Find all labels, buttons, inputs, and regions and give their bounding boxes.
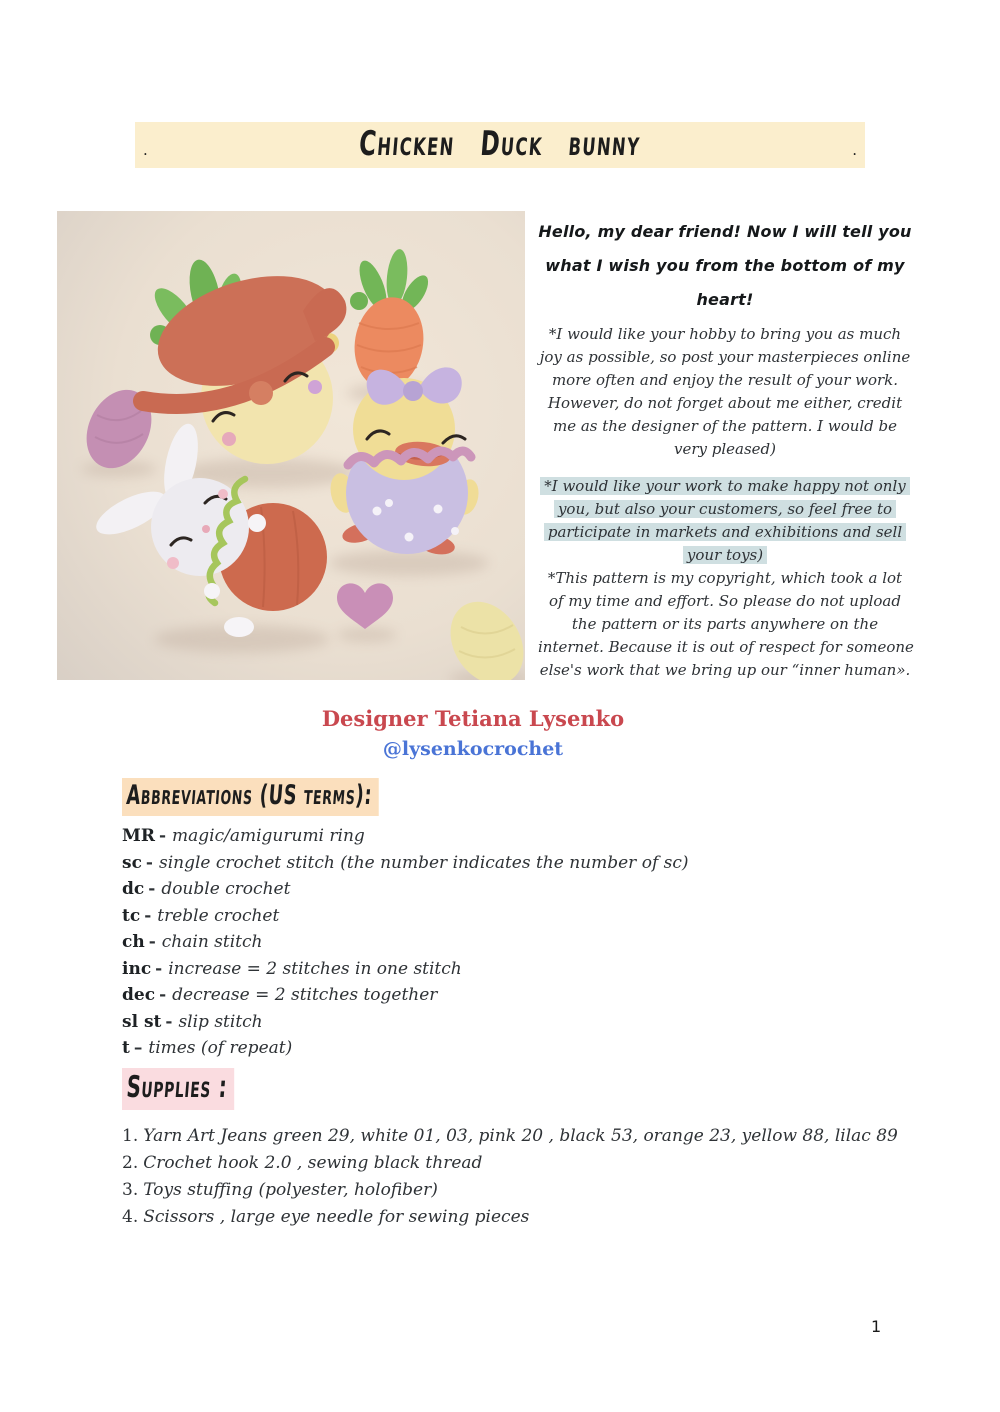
greeting-text	[538, 215, 912, 317]
supplies-section	[122, 1068, 902, 1231]
paragraph-line: joy as possible, so post your masterpieces online	[539, 348, 911, 366]
supply-item: 2. Crochet hook 2.0 , sewing black thread	[122, 1153, 483, 1173]
abbreviation-item: dec - decrease = 2 stitches together	[122, 985, 438, 1005]
designer-name: Designer Tetiana Lysenko	[321, 706, 625, 731]
paragraph-line: the pattern or its parts anywhere on the	[571, 615, 879, 633]
intro-column	[538, 211, 912, 682]
abbreviation-item: tc - treble crochet	[122, 905, 280, 926]
supplies-list	[122, 1123, 902, 1231]
title-banner	[135, 122, 865, 168]
greeting-line: what I wish you from the bottom of my	[545, 256, 905, 275]
instagram-handle-link[interactable]: @lysenkocrochet	[382, 738, 564, 760]
greeting-line: Hello, my dear friend! Now I will tell you	[538, 222, 912, 241]
supplies-heading-highlight	[122, 1068, 234, 1110]
abbreviation-item: t – times (of repeat)	[122, 1038, 293, 1058]
banner-left-dot: .	[143, 141, 148, 159]
paragraph-line: me as the designer of the pattern. I would be	[552, 417, 898, 435]
abbreviation-item: sl st - slip stitch	[122, 1011, 263, 1032]
abbreviation-item: dc - double crochet	[122, 879, 291, 899]
paragraph-line: However, do not forget about me either, credit	[547, 394, 903, 412]
abbreviations-heading: Abbreviations (US terms):	[125, 780, 374, 811]
supply-item: 4. Scissors , large eye needle for sewing pieces	[122, 1207, 530, 1227]
paragraph-line: more often and enjoy the result of your work.	[551, 371, 899, 389]
pattern-photo	[57, 211, 525, 680]
paragraph-line: *I would like your hobby to bring you as much	[548, 325, 902, 343]
page-title-wrap	[135, 124, 865, 164]
supply-item: 3. Toys stuffing (polyester, holofiber)	[122, 1180, 438, 1200]
designer-credit	[0, 704, 946, 764]
supplies-heading: Supplies :	[125, 1070, 229, 1105]
abbreviations-section	[122, 778, 902, 1062]
paragraph-line: else's work that we bring up our “inner human».	[539, 661, 911, 679]
supply-item: 1. Yarn Art Jeans green 29, white 01, 03, pink 20 , black 53, orange 23, yellow 88, lilac 89	[122, 1126, 898, 1146]
paragraph-line: *This pattern is my copyright, which took a lot	[547, 569, 903, 587]
highlighted-line: you, but also your customers, so feel free to	[538, 498, 912, 521]
copyright-paragraph	[538, 567, 912, 682]
wish-paragraph	[538, 323, 912, 461]
banner-right-dot: .	[852, 141, 857, 159]
paragraph-line: internet. Because it is out of respect for someone	[538, 638, 914, 656]
abbreviations-heading-highlight	[122, 778, 379, 816]
page-title: Chicken Duck bunny	[357, 124, 643, 164]
highlighted-line: participate in markets and exhibitions and sell	[538, 521, 912, 544]
abbreviations-list	[122, 823, 902, 1062]
highlighted-line: your toys)	[538, 544, 912, 567]
paragraph-line: of my time and effort. So please do not upload	[549, 592, 901, 610]
abbreviation-item: sc - single crochet stitch (the number indicates the number of sc)	[122, 852, 689, 873]
abbreviation-item: MR - magic/amigurumi ring	[122, 826, 365, 846]
highlighted-line: *I would like your work to make happy not only	[538, 475, 912, 498]
abbreviation-item: inc - increase = 2 stitches in one stitch	[122, 958, 462, 979]
paragraph-line: very pleased)	[673, 440, 776, 458]
highlighted-paragraph	[538, 475, 912, 567]
abbreviation-item: ch - chain stitch	[122, 932, 263, 952]
greeting-line: heart!	[696, 290, 754, 309]
page-number: 1	[871, 1317, 882, 1336]
amigurumi-scene-illustration	[57, 211, 525, 680]
